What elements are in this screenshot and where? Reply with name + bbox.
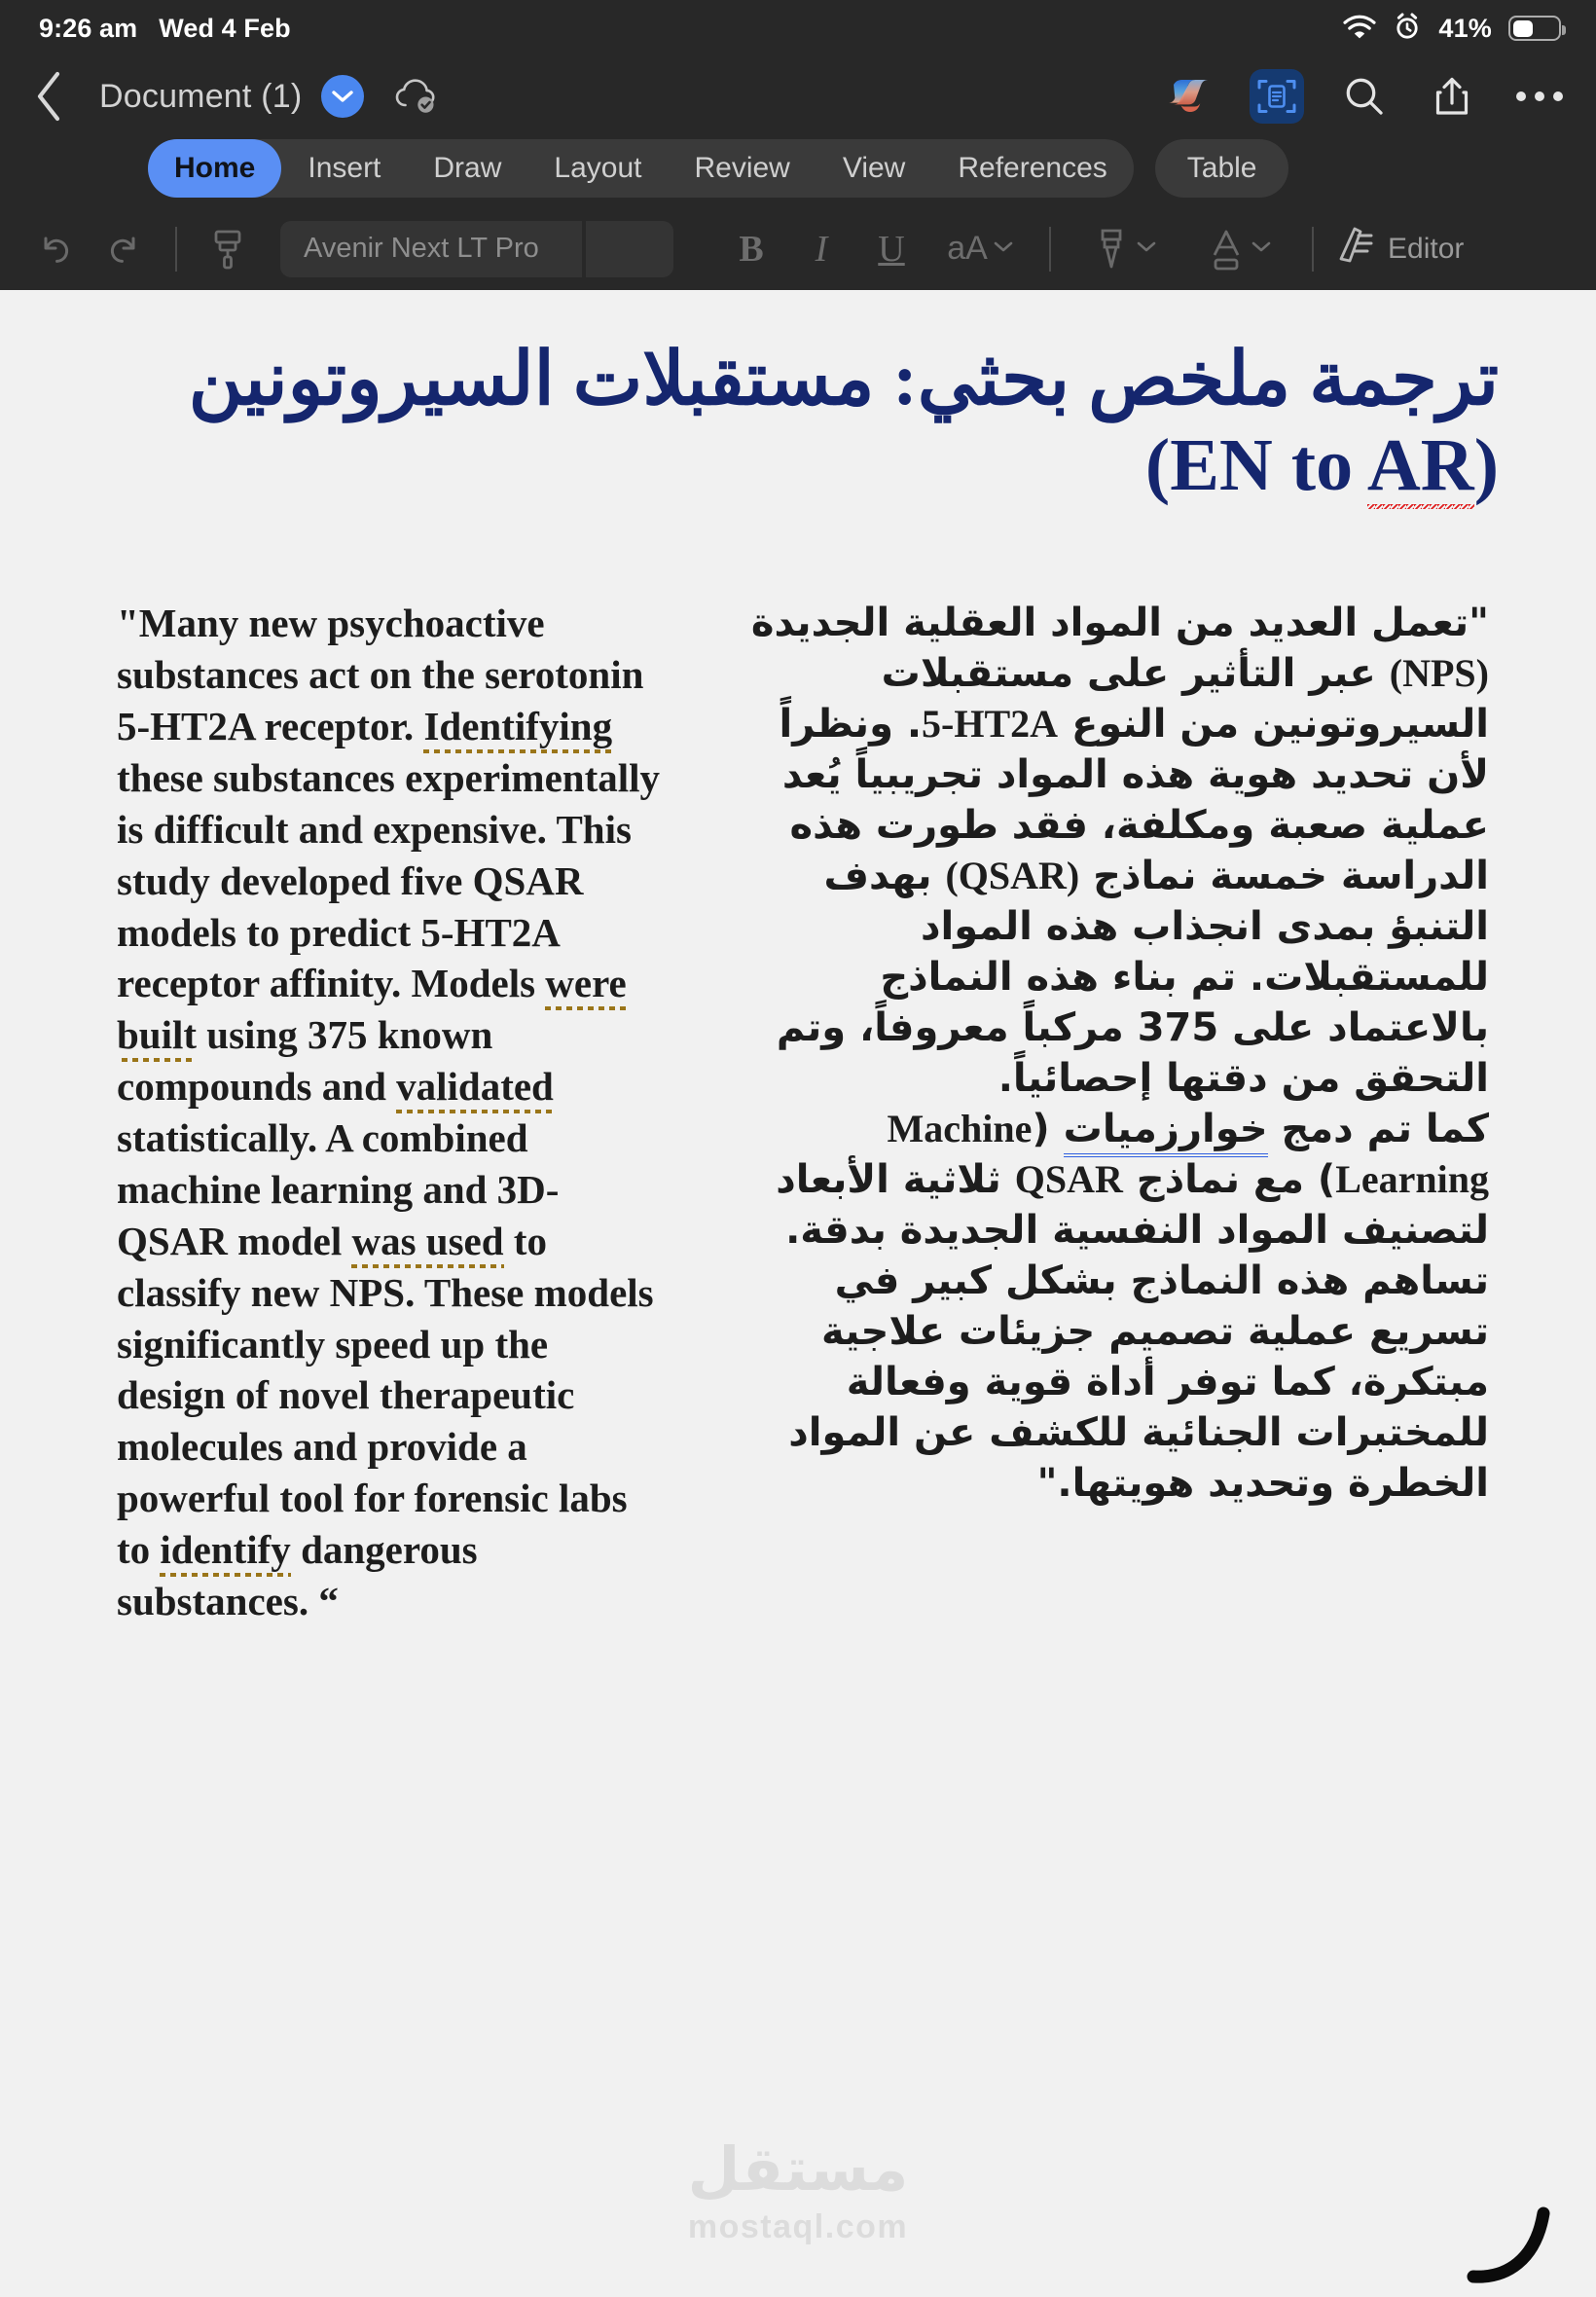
chevron-down-icon — [1137, 240, 1156, 258]
cloud-check-icon[interactable] — [393, 74, 438, 119]
tab-view[interactable]: View — [842, 152, 906, 184]
grammar-suggestion[interactable]: was used — [351, 1219, 503, 1268]
underline-button[interactable] — [856, 217, 926, 281]
text-run: ( — [1032, 1107, 1064, 1152]
grammar-suggestion[interactable]: validated — [396, 1064, 554, 1113]
watermark-latin: mostaql.com — [687, 2208, 909, 2245]
arabic-translation-column[interactable] — [736, 598, 1489, 1509]
font-case-button[interactable] — [926, 217, 1034, 281]
document-page[interactable] — [0, 290, 1596, 2297]
status-bar-right — [1343, 12, 1561, 46]
title-bar — [0, 56, 1596, 136]
font-name-input[interactable]: Avenir Next LT Pro — [280, 221, 582, 277]
watermark — [0, 2133, 1596, 2246]
arabic-paragraph — [736, 1104, 1489, 1256]
page-title-latin — [1145, 424, 1499, 509]
alarm-icon — [1393, 12, 1422, 46]
chevron-down-icon[interactable] — [321, 75, 364, 118]
ribbon-context-tab-group — [1155, 139, 1289, 198]
text-run: statistically. A combined machine learning and 3D-QSAR model — [117, 1115, 560, 1263]
tab-home[interactable]: Home — [148, 139, 281, 198]
status-time: 9:26 am — [39, 13, 138, 43]
text-run: dangerous substances. “ — [117, 1527, 478, 1623]
grammar-suggestion[interactable]: Identifying — [423, 704, 612, 753]
page-title-misspelled-word[interactable]: AR — [1367, 424, 1474, 509]
title-bar-actions — [1162, 69, 1567, 124]
text-run: بهدف التنبؤ بمدى انجذاب هذه المواد للمستقبلات. تم بناء هذه النماذج بالاعتماد على 375 مركباً معروفاً، وتم التحقق من دقتها إحصائياً. — [776, 854, 1489, 1102]
arabic-paragraph — [736, 598, 1489, 1104]
chevron-down-icon — [1251, 240, 1271, 258]
text-run: تساهم هذه النماذج بشكل كبير في تسريع عملية تصميم جزيئات علاجية مبتكرة، كما توفر أداة قوية وفعالة للمختبرات الجنائية للكشف عن المواد الخطرة وتحديد هويتها." — [788, 1258, 1489, 1507]
ribbon-tab-group — [148, 139, 1134, 198]
app-chrome — [0, 0, 1596, 290]
search-icon[interactable] — [1337, 69, 1392, 124]
tab-references[interactable]: References — [958, 152, 1107, 184]
page-title-arabic: ترجمة ملخص بحثي: مستقبلات السيروتونين — [188, 339, 1499, 420]
document-scan-icon[interactable] — [1250, 69, 1304, 124]
copilot-icon[interactable] — [1162, 69, 1216, 124]
text-run: كما تم دمج — [1267, 1107, 1489, 1152]
format-painter-icon[interactable] — [193, 217, 263, 281]
redo-icon[interactable] — [90, 217, 160, 281]
translation-suggestion[interactable]: خوارزميات — [1064, 1107, 1268, 1157]
text-run: عبر التأثير على مستقبلات السيروتونين من النوع — [881, 651, 1489, 747]
wifi-icon — [1343, 14, 1376, 44]
text-run-latin: 5-HT2A — [922, 702, 1059, 747]
grammar-suggestion[interactable]: identify — [160, 1527, 290, 1577]
english-abstract-column[interactable] — [117, 598, 662, 1627]
italic-label: I — [815, 228, 828, 270]
bold-button[interactable] — [716, 217, 786, 281]
page-title[interactable] — [175, 337, 1499, 508]
editor-button[interactable] — [1333, 223, 1464, 275]
arabic-paragraph — [736, 1256, 1489, 1509]
battery-icon — [1508, 16, 1561, 41]
watermark-arabic: مستقل — [687, 2133, 909, 2205]
text-run: . ونظراً لأن تحديد هوية هذه المواد تجريبياً يُعد عملية صعبة ومكلفة، فقد طورت هذه الدراسة خمسة نماذج — [779, 702, 1489, 899]
bold-label: B — [739, 228, 764, 270]
page-title-latin-prefix: (EN to — [1144, 424, 1367, 507]
text-run: ثلاثية الأبعاد لتصنيف المواد النفسية الجديدة بدقة. — [776, 1157, 1489, 1254]
underline-label: U — [878, 228, 905, 270]
document-body — [117, 598, 1489, 1627]
tab-review[interactable]: Review — [694, 152, 790, 184]
more-options-icon[interactable] — [1512, 69, 1567, 124]
status-bar — [0, 0, 1596, 56]
tab-insert[interactable]: Insert — [308, 152, 381, 184]
grammar-suggestion[interactable]: were built — [117, 961, 627, 1062]
toolbar-divider-1 — [175, 227, 177, 272]
font-color-button[interactable] — [1181, 217, 1296, 281]
status-bar-left — [39, 14, 291, 44]
text-run-latin: Machine Learning — [887, 1107, 1489, 1202]
tab-table[interactable]: Table — [1186, 152, 1257, 184]
editor-icon — [1333, 223, 1376, 275]
tab-draw[interactable]: Draw — [433, 152, 502, 184]
toolbar-divider-3 — [1312, 227, 1314, 272]
font-case-label: aA — [947, 230, 988, 267]
share-icon[interactable] — [1425, 69, 1479, 124]
text-run: "تعمل العديد من المواد العقلية الجديدة — [750, 601, 1489, 646]
text-run-latin: (QSAR) — [945, 854, 1080, 898]
ribbon-tabs — [0, 133, 1596, 203]
document-title[interactable]: Document (1) — [99, 77, 303, 115]
text-run: using 375 known compounds and — [117, 1012, 493, 1110]
font-size-input[interactable] — [586, 221, 673, 277]
text-run-latin: QSAR — [1014, 1157, 1123, 1202]
status-date: Wed 4 Feb — [159, 13, 291, 43]
undo-icon[interactable] — [19, 217, 90, 281]
format-toolbar — [0, 207, 1596, 290]
text-run-latin: (NPS) — [1389, 651, 1489, 696]
chevron-down-icon — [994, 240, 1013, 258]
back-button[interactable] — [19, 67, 78, 126]
editor-label: Editor — [1388, 232, 1465, 265]
toolbar-divider-2 — [1049, 227, 1051, 272]
tab-layout[interactable]: Layout — [554, 152, 642, 184]
text-run: these substances experimentally is difficult and expensive. This study developed five QSAR models to predict 5-HT2A receptor affinity. Models — [117, 754, 661, 1006]
stylus-stroke-mark — [1462, 2184, 1578, 2291]
highlight-button[interactable] — [1067, 217, 1181, 281]
italic-button[interactable] — [786, 217, 856, 281]
text-run: ) مع نماذج — [1122, 1157, 1336, 1203]
text-run: "Many new psychoactive substances act on the serotonin 5-HT2A receptor. — [117, 601, 644, 749]
text-run: to classify new NPS. These models significantly speed up the design of novel therapeutic molecules and provide a powerful tool for forensic labs to — [117, 1218, 654, 1573]
font-controls — [280, 221, 673, 277]
page-title-latin-suffix: ) — [1473, 424, 1499, 507]
battery-percent: 41% — [1438, 13, 1492, 43]
